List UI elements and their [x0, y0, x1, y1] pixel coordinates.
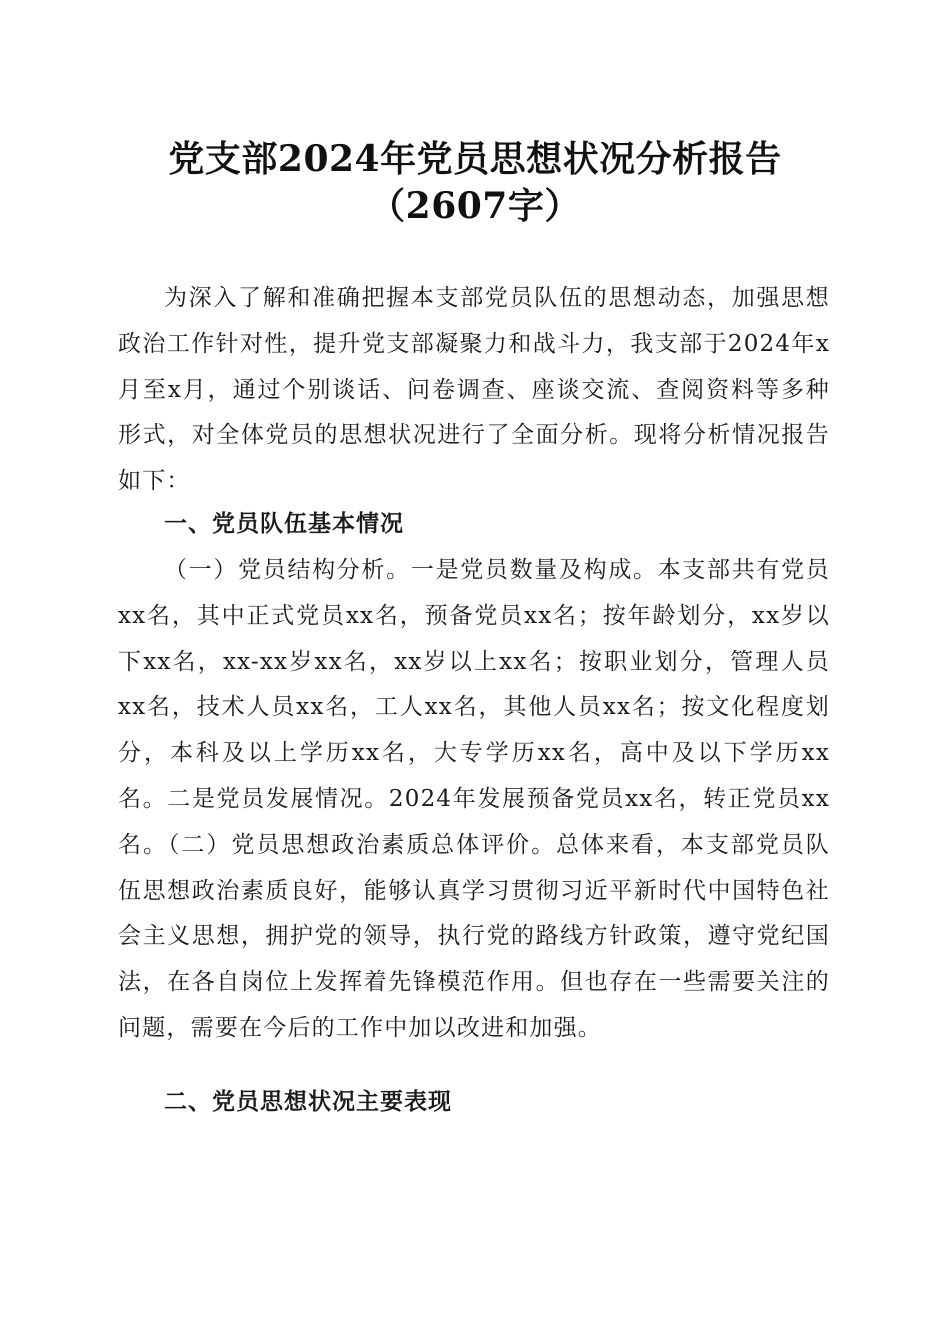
section-heading-2: 二、党员思想状况主要表现	[164, 1089, 452, 1115]
section-heading-1: 一、党员队伍基本情况	[164, 511, 404, 537]
section1-paragraph: （一）党员结构分析。一是党员数量及构成。本支部共有党员xx名，其中正式党员xx名，预备党员xx名；按年龄划分，xx岁以下xx名，xx-xx岁xx名，xx岁以上xx名；按职业划分，管理人员xx名，技术人员xx名，工人xx名，其他人员xx名；按文化程度划分，本科及以上学历xx名，大专学历xx名，高中及以下学历xx名。二是党员发展情况。2024年发展预备党员xx名，转正党员xx名。（二）党员思想政治素质总体评价。总体来看，本支部党员队伍思想政治素质良好，能够认真学习贯彻习近平新时代中国特色社会主义思想，拥护党的领导，执行党的路线方针政策，遵守党纪国法，在各自岗位上发挥着先锋模范作用。但也存在一些需要关注的问题，需要在今后的工作中加以改进和加强。	[118, 557, 830, 1041]
document-title: 党支部2024年党员思想状况分析报告（2607字）	[168, 138, 782, 227]
intro-paragraph: 为深入了解和准确把握本支部党员队伍的思想动态，加强思想政治工作针对性，提升党支部凝聚力和战斗力，我支部于2024年x月至x月，通过个别谈话、问卷调查、座谈交流、查阅资料等多种形式，对全体党员的思想状况进行了全面分析。现将分析情况报告如下：	[118, 285, 830, 495]
